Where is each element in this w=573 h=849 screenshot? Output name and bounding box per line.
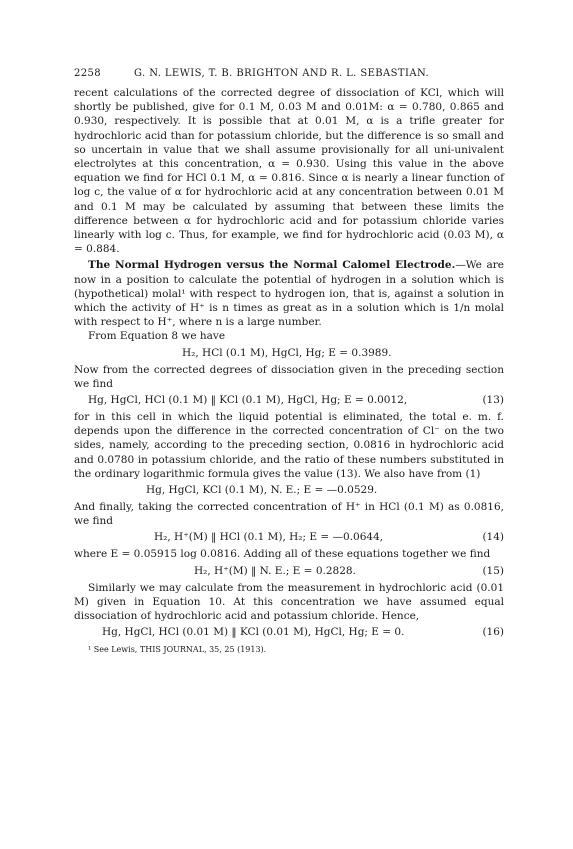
equation-16: [74, 625, 504, 640]
equation-b-text: Hg, HgCl, KCl (0.1 M), N. E.; E = —0.0529.: [146, 484, 378, 497]
paragraph-2-text: —We are now in a position to calculate the potential of hydrogen in a solution which is (hypothetical) molal¹ with respect to hydrogen ion, that is, against a solution in which the activity of H⁺ is n times as great as in a solution which is 1/n molal with respect to H⁺, where n is a large number.: [74, 259, 505, 329]
paragraph-1: recent calculations of the corrected degree of dissociation of KCl, which will shortly be published, give for 0.1 M, 0.03 M and 0.01M: α = 0.780, 0.865 and 0.930, respectively. It is possible that at 0.01 M, α is a trifle greater for hydrochloric acid than for potassium chloride, but the difference is so small and so uncertain in value that we shall assume provisionally for all uni-univalent electrolytes at this concentration, α = 0.930. Using this value in the above equation we find for HCl 0.1 M, α = 0.816. Since α is nearly a linear function of log c, the value of α for hydrochloric acid at any concentration between 0.01 M and 0.1 M may be calculated by assuming that between these limits the difference between α for hydrochloric acid and for potassium chloride varies linearly with log c. Thus, for example, we find for hydrochloric acid (0.03 M), α = 0.884.: [74, 87, 504, 256]
equation-14-text: H₂, H⁺(M) ‖ HCl (0.1 M), H₂; E = —0.0644,: [154, 531, 384, 544]
body-text: [74, 86, 504, 655]
paragraph-6: And finally, taking the corrected concentration of H⁺ in HCl (0.1 M) as 0.0816, we find: [74, 501, 504, 528]
equation-13-text: Hg, HgCl, HCl (0.1 M) ‖ KCl (0.1 M), HgCl, Hg; E = 0.0012,: [88, 394, 408, 407]
equation-13-number: (13): [482, 394, 504, 407]
paragraph-2: [74, 258, 504, 329]
paragraph-3: From Equation 8 we have: [88, 330, 226, 343]
equation-15: [74, 564, 504, 579]
equation-15-number: (15): [482, 564, 504, 577]
paragraph-4: Now from the corrected degrees of dissociation given in the preceding section we find: [74, 363, 504, 390]
equation-16-number: (16): [482, 626, 504, 639]
paragraph-8: Similarly we may calculate from the measurement in hydrochloric acid (0.01 M) given in Equation 10. At this concentration we have assumed equal dissociation of hydrochloric acid and potassium chloride. Hence,: [74, 581, 504, 623]
page: [74, 68, 504, 655]
equation-14-number: (14): [482, 531, 504, 544]
equation-a: [74, 346, 504, 361]
footnote: ¹ See Lewis, THIS JOURNAL, 35, 25 (1913).: [88, 645, 267, 655]
equation-a-text: H₂, HCl (0.1 M), HgCl, Hg; E = 0.3989.: [182, 346, 392, 359]
paragraph-5: for in this cell in which the liquid potential is eliminated, the total e. m. f. depends upon the difference in the corrected concentration of Cl⁻ on the two sides, namely, according to the preceding section, 0.0816 in hydrochloric acid and 0.0780 in potassium chloride, and the ratio of these numbers substituted in the ordinary logarithmic formula gives the value (13). We also have from (1): [74, 411, 504, 480]
equation-13: [74, 393, 504, 408]
equation-b: [74, 483, 504, 498]
running-header: [74, 68, 504, 86]
running-head: G. N. LEWIS, T. B. BRIGHTON AND R. L. SEBASTIAN.: [134, 68, 430, 79]
page-number: 2258: [74, 68, 102, 79]
paragraph-7: where E = 0.05915 log 0.0816. Adding all of these equations together we find: [74, 548, 491, 561]
section-heading: The Normal Hydrogen versus the Normal Calomel Electrode.: [88, 259, 456, 272]
equation-15-text: H₂, H⁺(M) ‖ N. E.; E = 0.2828.: [194, 564, 356, 577]
equation-16-text: Hg, HgCl, HCl (0.01 M) ‖ KCl (0.01 M), HgCl, Hg; E = 0.: [102, 626, 405, 639]
equation-14: [74, 530, 504, 545]
